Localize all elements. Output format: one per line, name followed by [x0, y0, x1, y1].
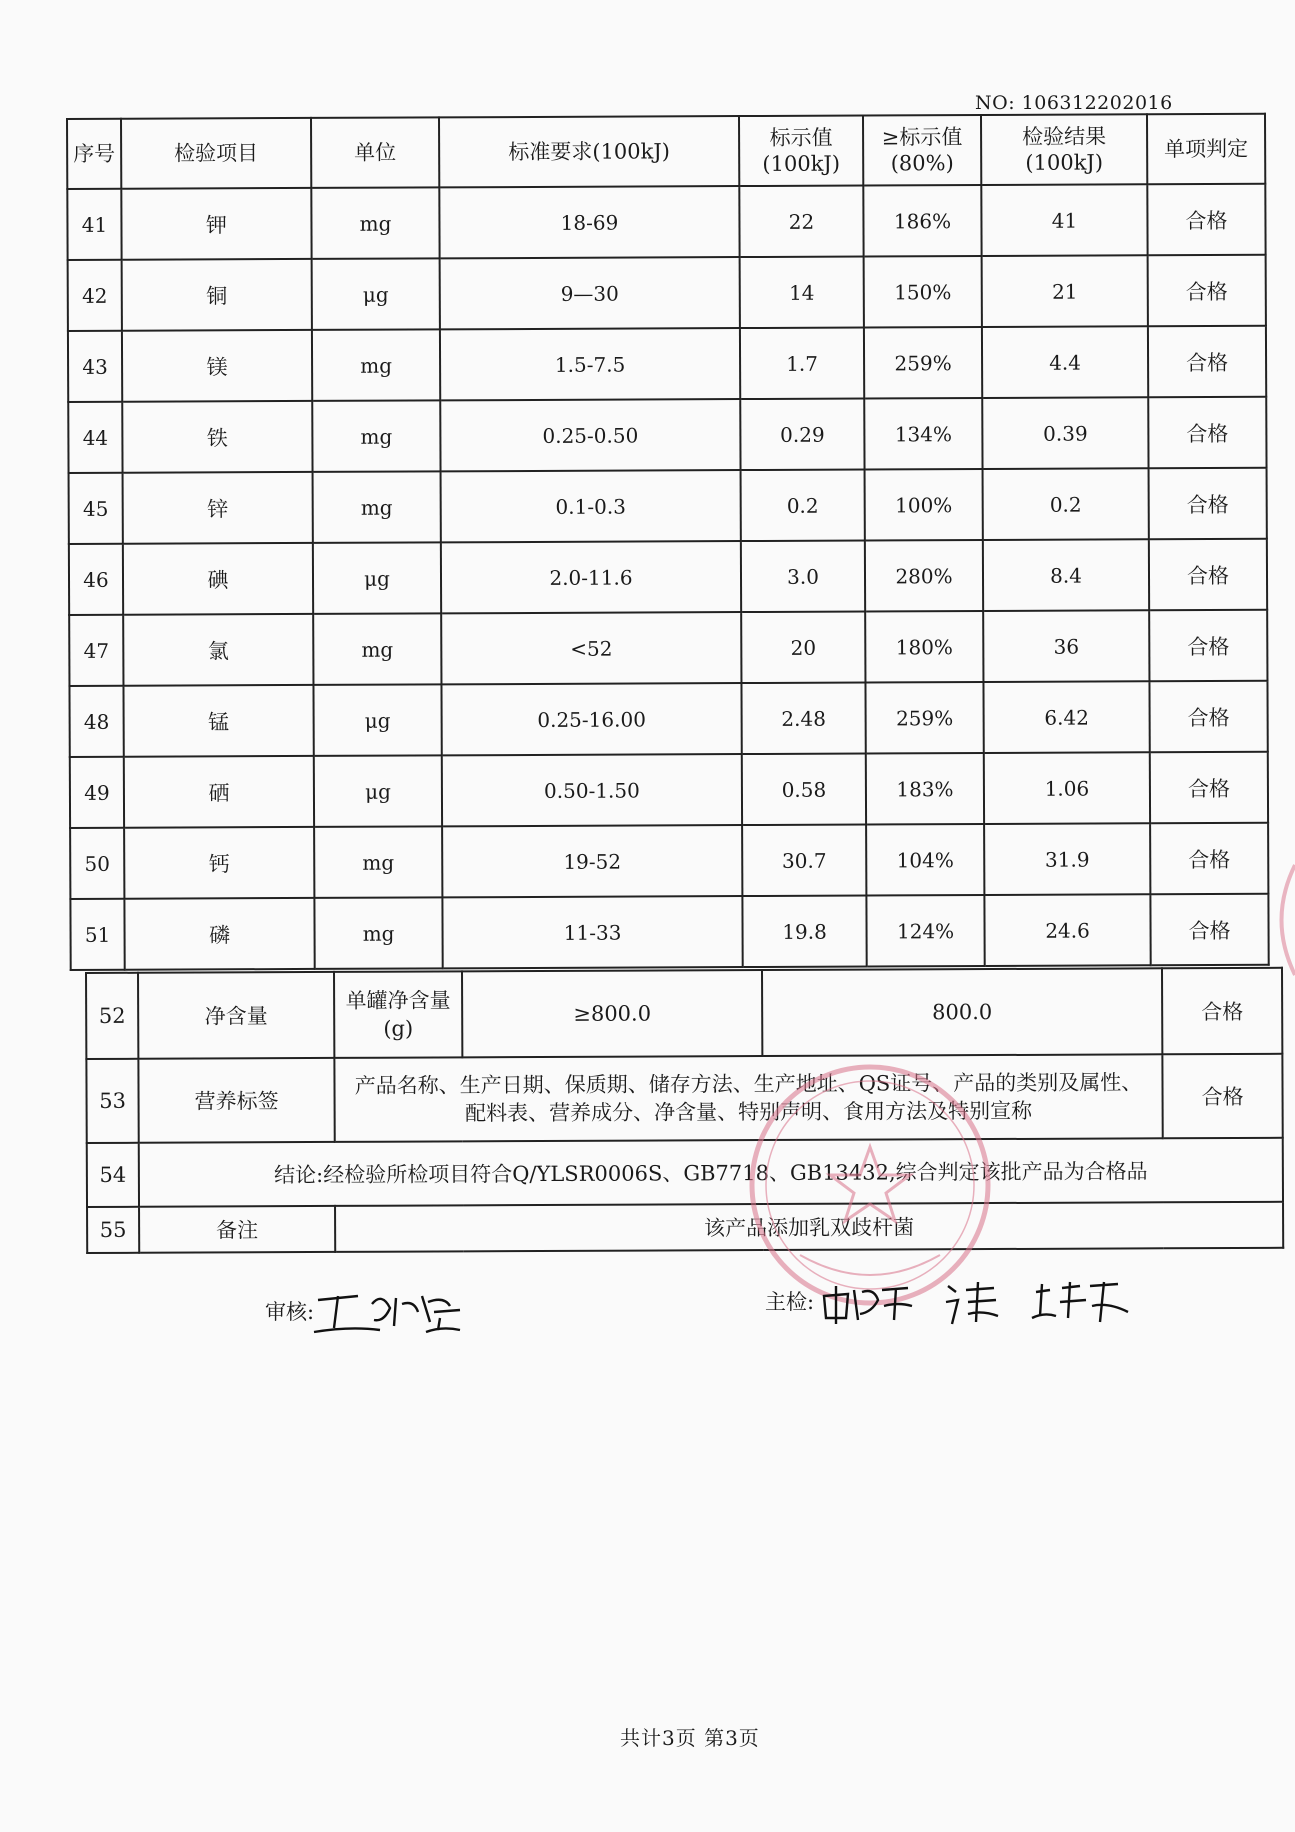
cell-judgement: 合格 — [1149, 610, 1267, 682]
cell-standard: 2.0-11.6 — [441, 541, 741, 613]
table-row — [68, 326, 1266, 402]
row-standard: ≥800.0 — [462, 970, 762, 1057]
cell-pct: 186% — [863, 185, 981, 257]
cell-unit: mg — [314, 826, 442, 898]
table-row — [86, 1054, 1282, 1143]
cell-pct: 104% — [866, 824, 984, 896]
row-seq: 55 — [87, 1207, 139, 1253]
cell-result: 41 — [981, 184, 1147, 256]
cell-seq: 42 — [68, 260, 122, 331]
review-label: 审核: — [265, 1300, 315, 1324]
cell-result: 4.4 — [982, 326, 1148, 398]
header-standard: 标准要求(100kJ) — [439, 116, 739, 187]
cell-result: 36 — [983, 610, 1149, 682]
cell-pct: 183% — [866, 753, 984, 825]
cell-item: 钾 — [121, 188, 311, 260]
inspector-label: 主检: — [765, 1290, 815, 1314]
cell-judgement: 合格 — [1149, 468, 1267, 540]
cell-unit: mg — [311, 187, 439, 259]
header-label-value: 标示值 (100kJ) — [739, 116, 863, 187]
cell-label-value: 14 — [740, 257, 864, 329]
cell-item: 氯 — [123, 614, 313, 686]
header-seq: 序号 — [67, 119, 121, 189]
cell-item: 铁 — [122, 401, 312, 473]
cell-label-value: 19.8 — [742, 896, 866, 968]
cell-pct: 124% — [866, 895, 984, 967]
cell-pct: 259% — [865, 682, 983, 754]
cell-result: 0.2 — [983, 468, 1149, 540]
cell-label-value: 22 — [739, 186, 863, 258]
cell-label-value: 0.58 — [742, 754, 866, 826]
cell-unit: μg — [313, 684, 441, 756]
header-unit: 单位 — [311, 117, 439, 188]
table-row — [69, 468, 1267, 544]
table-row — [69, 610, 1267, 686]
inspector-signatures — [818, 1272, 1138, 1334]
header-item: 检验项目 — [121, 118, 311, 189]
cell-item: 钙 — [124, 827, 314, 899]
table-row — [87, 1138, 1283, 1207]
table-row — [67, 184, 1265, 260]
cell-pct: 134% — [864, 398, 982, 470]
cell-seq: 48 — [69, 686, 123, 757]
cell-label-value: 0.2 — [741, 470, 865, 542]
row-result: 800.0 — [762, 968, 1162, 1056]
table-row — [69, 539, 1267, 615]
table-row — [86, 968, 1282, 1059]
cell-judgement: 合格 — [1149, 681, 1267, 753]
header-judgement: 单项判定 — [1147, 114, 1265, 185]
cell-judgement: 合格 — [1149, 539, 1267, 611]
cell-pct: 100% — [865, 469, 983, 541]
cell-result: 0.39 — [982, 397, 1148, 469]
cell-label-value: 1.7 — [740, 328, 864, 400]
cell-item: 锰 — [123, 685, 313, 757]
cell-result: 21 — [982, 255, 1148, 327]
cell-judgement: 合格 — [1148, 326, 1266, 398]
cell-standard: 1.5-7.5 — [440, 328, 740, 400]
cell-standard: 11-33 — [442, 896, 742, 968]
cell-seq: 43 — [68, 331, 122, 402]
cell-item: 锌 — [123, 472, 313, 544]
cell-result: 24.6 — [984, 894, 1150, 966]
cell-judgement: 合格 — [1150, 823, 1268, 895]
cell-seq: 46 — [69, 544, 123, 615]
cell-unit: mg — [312, 400, 440, 472]
cell-standard: 19-52 — [442, 825, 742, 897]
conclusion-text: 结论:经检验所检项目符合Q/YLSR0006S、GB7718、GB13432,综合判定该批产品为合格品 — [139, 1138, 1283, 1207]
cell-standard: 9—30 — [440, 257, 740, 329]
inspection-table — [66, 113, 1270, 971]
cell-unit: mg — [312, 329, 440, 401]
cell-pct: 150% — [864, 256, 982, 328]
table-row — [69, 681, 1267, 757]
cell-result: 8.4 — [983, 539, 1149, 611]
cell-seq: 41 — [67, 189, 121, 260]
cell-item: 硒 — [124, 756, 314, 828]
reviewer-signature — [310, 1282, 470, 1342]
report-number: NO: 106312202016 — [975, 92, 1173, 114]
table-row — [68, 397, 1266, 473]
cell-standard: 0.25-0.50 — [440, 399, 740, 471]
table-row — [70, 823, 1268, 899]
cell-seq: 49 — [70, 757, 124, 828]
table-body — [67, 184, 1268, 970]
cell-result: 31.9 — [984, 823, 1150, 895]
cell-item: 铜 — [122, 259, 312, 331]
table-row — [68, 255, 1266, 331]
header-percent: ≥标示值 (80%) — [863, 115, 981, 186]
remark-label: 备注 — [139, 1206, 335, 1253]
cell-pct: 280% — [865, 540, 983, 612]
cell-item: 碘 — [123, 543, 313, 615]
row-judgement: 合格 — [1162, 1054, 1282, 1139]
cell-label-value: 0.29 — [740, 399, 864, 471]
cell-standard: 0.25-16.00 — [441, 683, 741, 755]
row-judgement: 合格 — [1162, 968, 1282, 1055]
table-row — [70, 752, 1268, 828]
cell-judgement: 合格 — [1150, 894, 1268, 966]
row-seq: 54 — [87, 1143, 139, 1207]
cell-pct: 180% — [865, 611, 983, 683]
cell-judgement: 合格 — [1150, 752, 1268, 824]
cell-item: 磷 — [124, 898, 314, 970]
cell-judgement: 合格 — [1148, 255, 1266, 327]
table-row — [70, 894, 1268, 970]
row-unit: 单罐净含量 (g) — [334, 971, 462, 1058]
cell-label-value: 2.48 — [741, 683, 865, 755]
cell-unit: μg — [312, 258, 440, 330]
row-seq: 53 — [86, 1059, 138, 1143]
cell-result: 1.06 — [984, 752, 1150, 824]
page-footer: 共计3页 第3页 — [620, 1726, 760, 1750]
row-item: 营养标签 — [138, 1058, 334, 1143]
cell-standard: 18-69 — [439, 186, 739, 258]
row-item: 净含量 — [138, 972, 334, 1059]
cell-unit: mg — [313, 471, 441, 543]
edge-seal-stamp — [1268, 860, 1295, 980]
cell-label-value: 30.7 — [742, 825, 866, 897]
remark-text: 该产品添加乳双歧杆菌 — [335, 1202, 1283, 1252]
cell-seq: 50 — [70, 828, 124, 899]
cell-unit: mg — [314, 897, 442, 969]
row-seq: 52 — [86, 973, 138, 1059]
label-content: 产品名称、生产日期、保质期、储存方法、生产地址、QS证号、产品的类别及属性、 配料表、营养成分、净含量、特别声明、食用方法及特别宣称 — [334, 1054, 1162, 1142]
cell-judgement: 合格 — [1147, 184, 1265, 256]
cell-seq: 45 — [69, 473, 123, 544]
cell-unit: μg — [313, 542, 441, 614]
summary-table — [85, 967, 1284, 1254]
cell-standard: <52 — [441, 612, 741, 684]
cell-seq: 51 — [70, 899, 124, 970]
cell-seq: 47 — [69, 615, 123, 686]
table-row — [87, 1202, 1283, 1253]
cell-unit: mg — [313, 613, 441, 685]
table-header-row — [67, 114, 1265, 189]
cell-label-value: 20 — [741, 612, 865, 684]
cell-judgement: 合格 — [1148, 397, 1266, 469]
header-result: 检验结果 (100kJ) — [981, 114, 1147, 185]
cell-item: 镁 — [122, 330, 312, 402]
cell-pct: 259% — [864, 327, 982, 399]
cell-result: 6.42 — [983, 681, 1149, 753]
cell-seq: 44 — [68, 402, 122, 473]
cell-standard: 0.50-1.50 — [442, 754, 742, 826]
cell-label-value: 3.0 — [741, 541, 865, 613]
cell-unit: μg — [314, 755, 442, 827]
cell-standard: 0.1-0.3 — [441, 470, 741, 542]
